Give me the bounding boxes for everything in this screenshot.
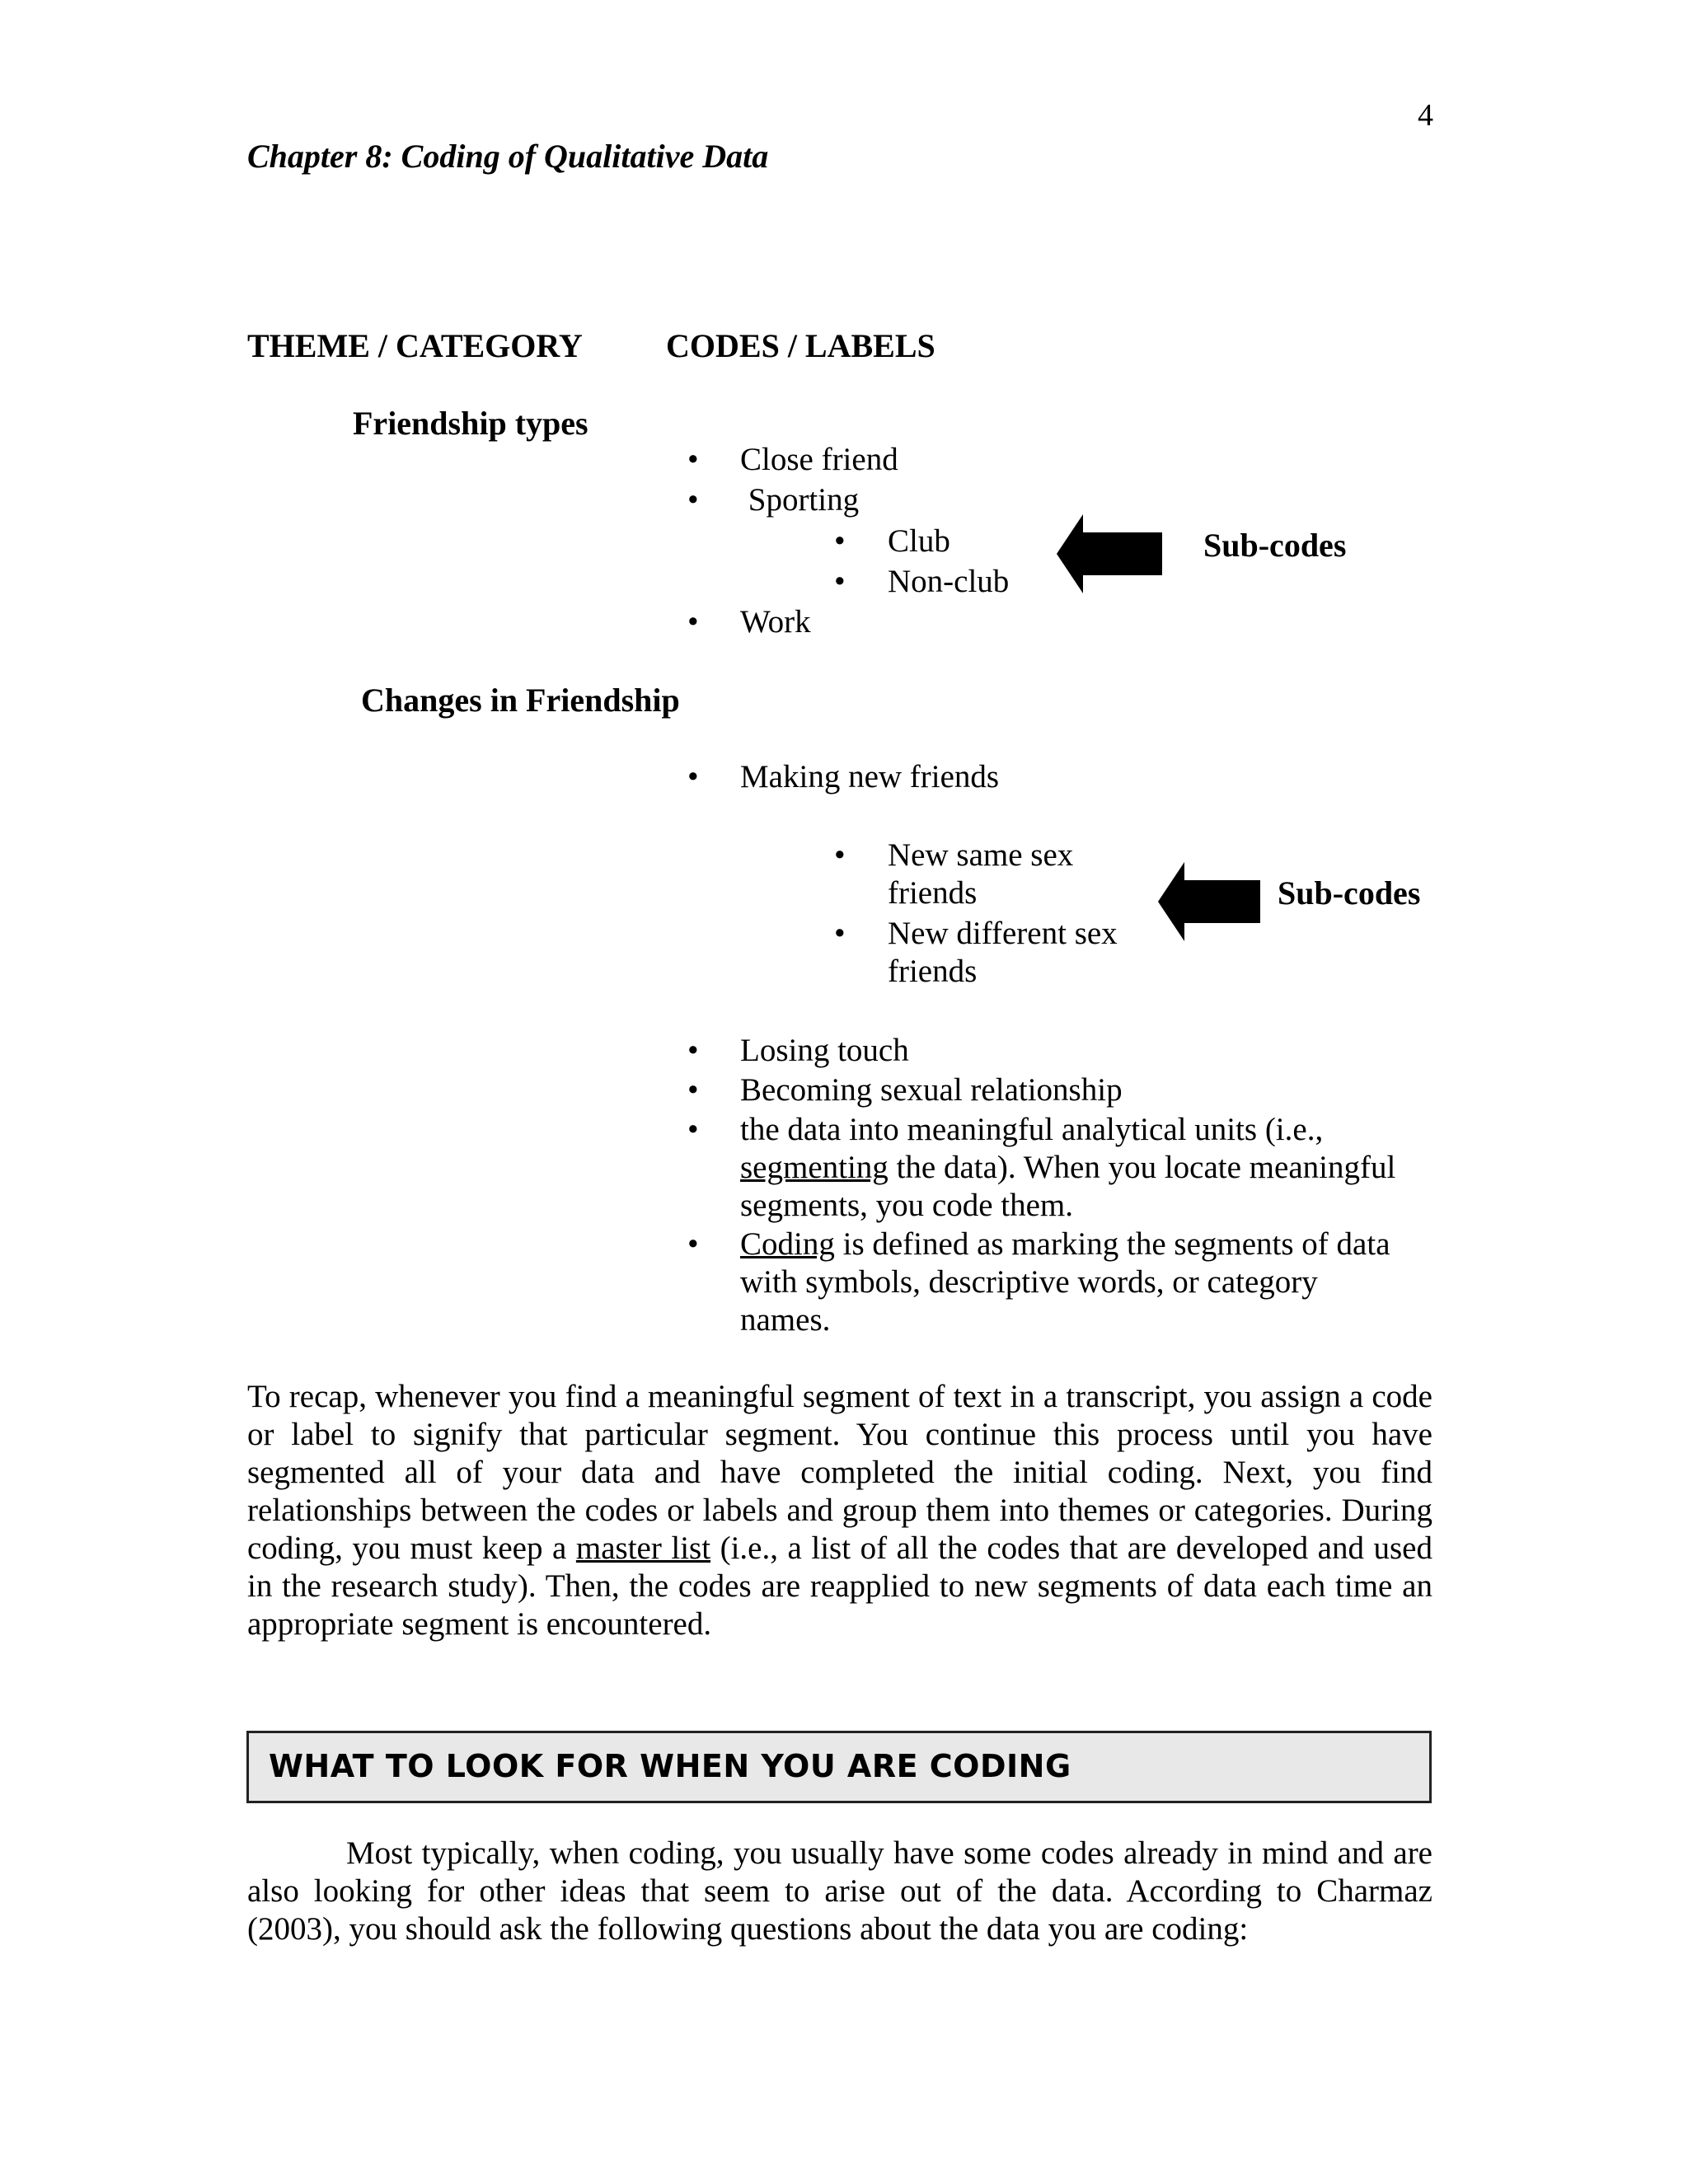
subcode-item-continued: friends [888, 875, 978, 911]
code-line: names. [740, 1302, 831, 1338]
bullet: • [687, 1072, 699, 1108]
section-paragraph: Most typically, when coding, you usually have some codes already in mind and are also looking for other ideas that seem to arise out of the data. According to Charmaz (2003), you should ask the following questions about the data you are coding: [247, 1835, 1432, 1947]
bullet: • [834, 837, 846, 873]
code-item: Sporting [740, 482, 860, 518]
code-line: segments, you code them. [740, 1188, 1073, 1223]
code-line [740, 1226, 1432, 1263]
code-item: Close friend [740, 442, 898, 477]
bullet: • [834, 523, 846, 559]
subcodes-label: Sub-codes [1278, 874, 1421, 912]
code-line [740, 1149, 1432, 1187]
section-heading: WHAT TO LOOK FOR WHEN YOU ARE CODING [269, 1748, 1071, 1784]
theme-category-header: THEME / CATEGORY [247, 327, 583, 364]
subcode-item: Non-club [888, 564, 1010, 599]
bullet: • [687, 442, 699, 477]
subcode-item: Club [888, 523, 950, 559]
code-item-segmenting [740, 1111, 1432, 1225]
code-line-rest: the data). When you locate meaningful [888, 1150, 1396, 1185]
recap-paragraph [247, 1378, 1432, 1643]
code-item: Making new friends [740, 759, 1000, 794]
bullet: • [687, 1112, 699, 1147]
segmenting-term: segmenting [740, 1150, 889, 1185]
bullet: • [687, 759, 699, 794]
section-heading-box [246, 1731, 1432, 1803]
code-item-coding [740, 1226, 1432, 1339]
code-line: with symbols, descriptive words, or category [740, 1264, 1318, 1300]
chapter-title: Chapter 8: Coding of Qualitative Data [247, 138, 769, 175]
theme-changes-in-friendship: Changes in Friendship [361, 682, 680, 719]
bullet: • [687, 604, 699, 640]
code-line-rest: is defined as marking the segments of data [834, 1226, 1390, 1262]
code-item: Becoming sexual relationship [740, 1072, 1123, 1108]
code-line: the data into meaningful analytical units (i.e., [740, 1112, 1324, 1147]
left-arrow-icon [1158, 862, 1260, 941]
left-arrow-icon [1057, 514, 1162, 593]
codes-labels-header: CODES / LABELS [666, 327, 935, 364]
bullet: • [834, 564, 846, 599]
code-item: Work [740, 604, 811, 640]
code-item: Losing touch [740, 1033, 909, 1068]
bullet: • [687, 1033, 699, 1068]
master-list-term: master list [575, 1530, 711, 1566]
subcodes-label: Sub-codes [1203, 527, 1347, 564]
page-number: 4 [1418, 98, 1433, 133]
bullet: • [834, 916, 846, 951]
bullet: • [687, 1226, 699, 1262]
coding-term: Coding [740, 1226, 835, 1262]
recap-text: (i.e., a list of all the codes that are developed and used in the research study). Then, the codes are reapplied to new segments of data each time an appropriate segment is encountered. [247, 1530, 1432, 1642]
recap-text: To recap, whenever you find a meaningful segment of text in a transcript, you assign a code or label to signify that particular segment. You continue this process until you have segmented all of your data and have completed the initial coding. Next, you find relationships between the codes or labels and group them into themes or categories. During coding, you must keep a [247, 1379, 1432, 1566]
theme-friendship-types: Friendship types [353, 405, 588, 442]
subcode-item: New different sex [888, 916, 1118, 951]
subcode-item-continued: friends [888, 954, 978, 989]
subcode-item: New same sex [888, 837, 1074, 873]
bullet: • [687, 482, 699, 518]
